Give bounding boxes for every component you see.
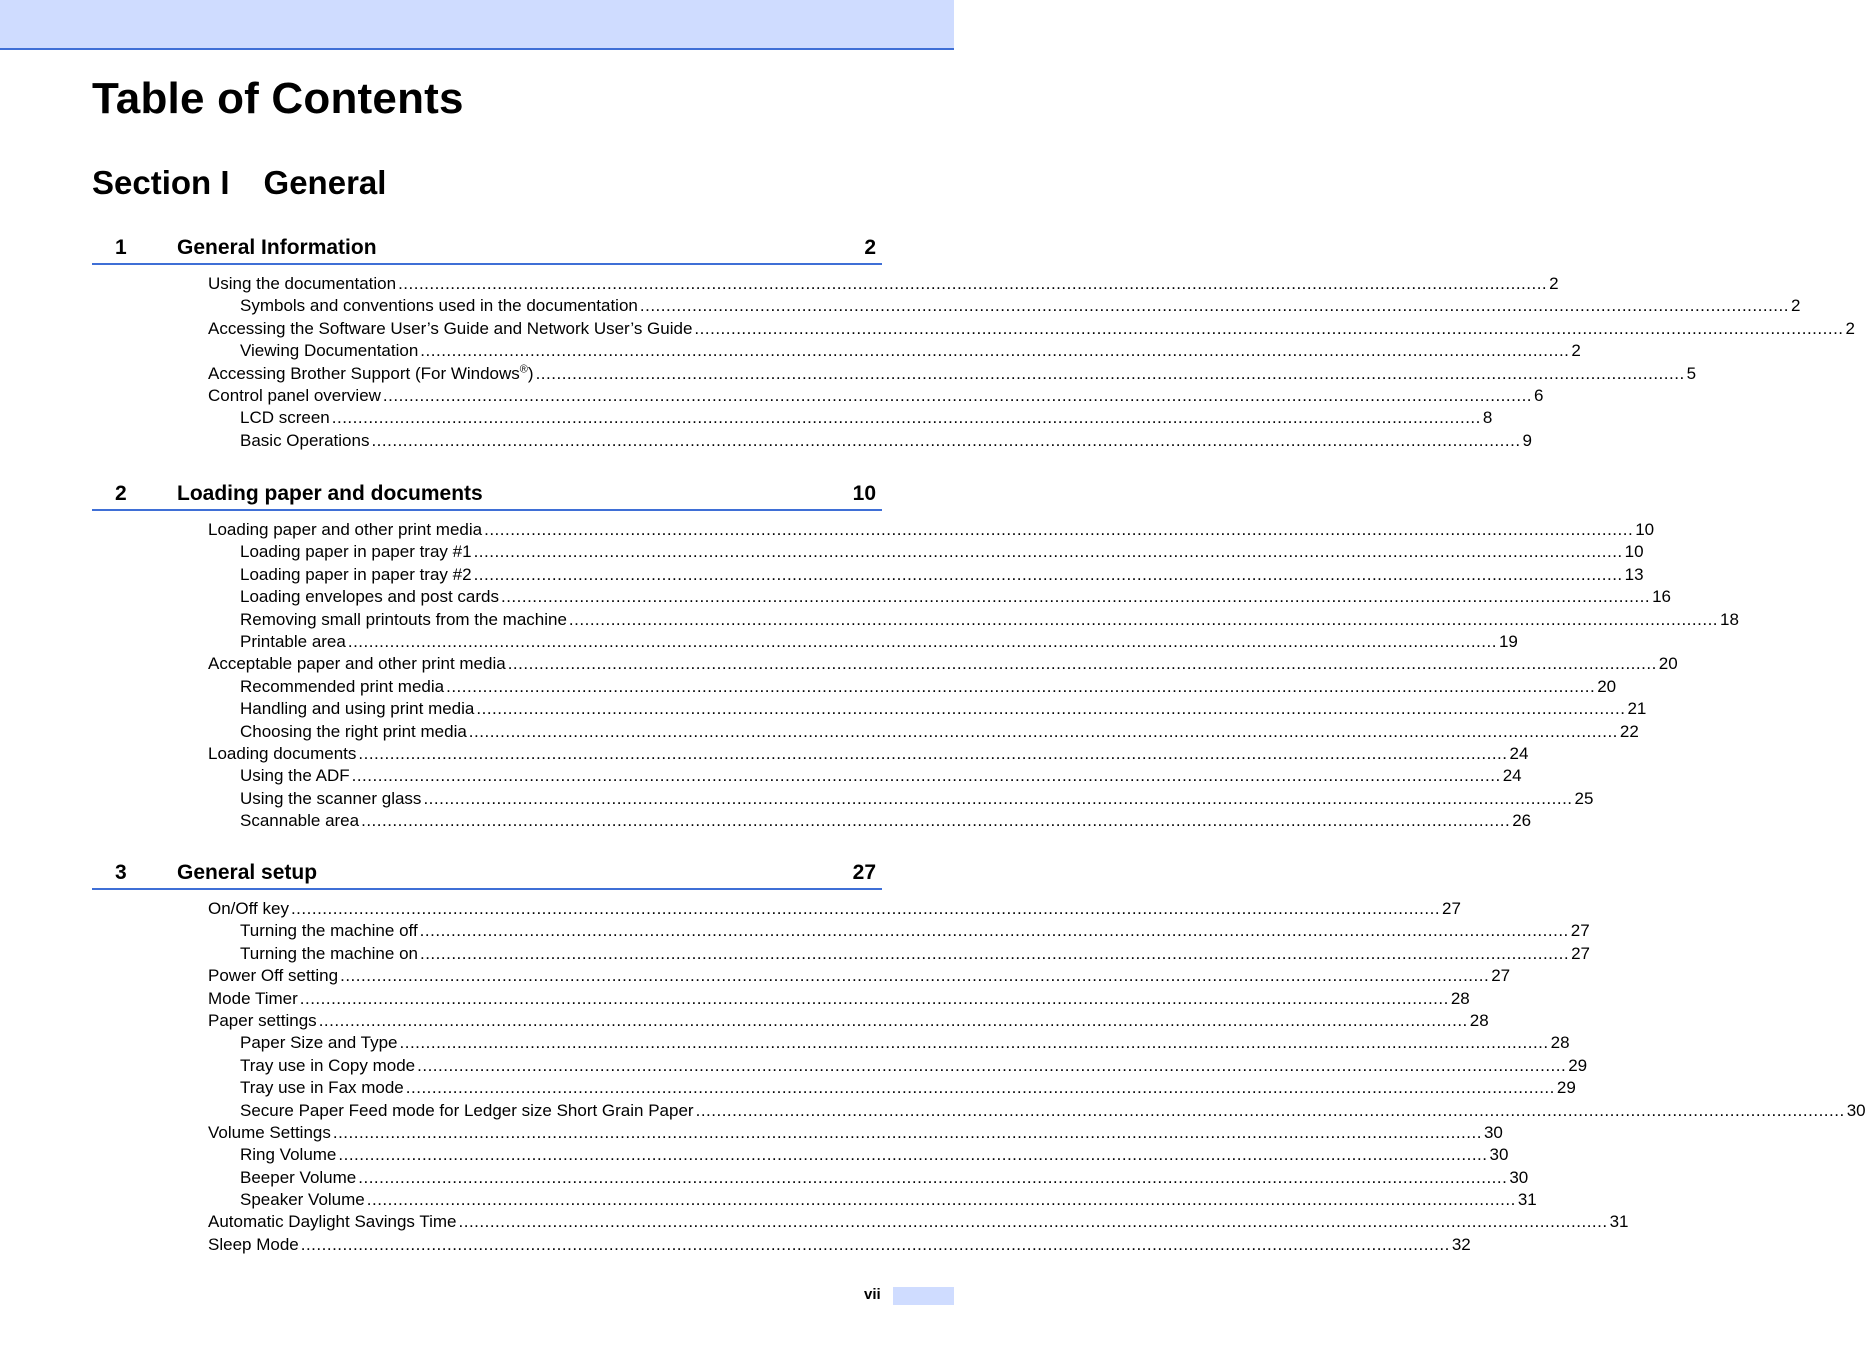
toc-entry-text: Loading paper in paper tray #1: [240, 542, 472, 562]
dot-leader: ............................................................................................................................................................................................................................: [473, 564, 1623, 584]
toc-entry-text: Scannable area: [240, 811, 360, 831]
toc-entry-text: Loading documents: [208, 743, 357, 763]
toc-entry[interactable]: [92, 430, 1533, 452]
dot-leader: ............................................................................................................................................................................................................................: [332, 1122, 1482, 1142]
toc-entry-text: On/Off key: [208, 899, 289, 918]
dot-leader: ............................................................................................................................................................................................................................: [694, 318, 1844, 338]
toc-entry-page: 30: [1483, 1122, 1503, 1142]
toc-entry-text: Choosing the right print media: [240, 721, 467, 741]
toc-entry-text: Beeper Volume: [240, 1167, 357, 1187]
toc-entry-page: 10: [1635, 520, 1655, 539]
chapter-title: General setup: [177, 861, 318, 884]
toc-entry-text: Symbols and conventions used in the documentation: [240, 296, 638, 316]
toc-entry-label: [240, 340, 418, 362]
dot-leader: ............................................................................................................................................................................................................................: [458, 1212, 1608, 1232]
toc-entry-label: [208, 988, 298, 1010]
dot-leader: ............................................................................................................................................................................................................................: [468, 721, 1618, 741]
toc-entry-text: Loading paper in paper tray #2: [240, 564, 472, 584]
toc-entry-page: 20: [1658, 654, 1678, 674]
toc-entry-text: Accessing Brother Support (For Windows: [208, 363, 520, 383]
toc-entry-text: Using the ADF: [240, 766, 350, 786]
dot-leader: ............................................................................................................................................................................................................................: [358, 1167, 1508, 1187]
toc-entry[interactable]: [92, 609, 1739, 631]
toc-entry-text: Removing small printouts from the machine: [240, 609, 567, 629]
chapter-3: [92, 858, 1866, 1256]
toc-entry[interactable]: [92, 385, 1544, 407]
toc-entry-page: 2: [1571, 341, 1581, 361]
dot-leader: ............................................................................................................................................................................................................................: [695, 1100, 1845, 1120]
chapter-2: [92, 479, 1739, 832]
toc-entry-text: Loading paper and other print media: [208, 520, 483, 539]
dot-leader: ............................................................................................................................................................................................................................: [507, 654, 1657, 674]
toc-entry[interactable]: [92, 1144, 1509, 1166]
toc-entry[interactable]: [92, 898, 1461, 920]
toc-entry-text: Using the scanner glass: [240, 788, 422, 808]
toc-entry-text: Automatic Daylight Savings Time: [208, 1212, 457, 1232]
dot-leader: ............................................................................................................................................................................................................................: [351, 766, 1501, 786]
toc-entry-page: 5: [1686, 363, 1697, 383]
toc-entry-text: Recommended print media: [240, 676, 445, 696]
toc-entry-page: 20: [1597, 676, 1617, 696]
toc-entry[interactable]: [92, 965, 1511, 987]
toc-entry-page: 28: [1450, 988, 1470, 1008]
toc-entry[interactable]: [92, 676, 1617, 698]
chapter-number: 2: [115, 482, 127, 505]
toc-entry-label: [240, 586, 499, 608]
toc-entry-label: [240, 1144, 336, 1166]
toc-entry-page: 22: [1619, 721, 1639, 741]
toc-entry[interactable]: [92, 1032, 1570, 1054]
toc-entry-page: 27: [1491, 966, 1511, 986]
toc-entry-text: Control panel overview: [208, 385, 381, 405]
toc-entry[interactable]: [92, 943, 1590, 965]
toc-entry-label: [240, 920, 418, 942]
dot-leader: ............................................................................................................................................................................................................................: [419, 943, 1570, 963]
dot-leader: ............................................................................................................................................................................................................................: [568, 609, 1719, 629]
toc-entry-page: 8: [1482, 408, 1493, 428]
toc-entry-page: 16: [1652, 587, 1671, 607]
chapter-number: 3: [115, 861, 127, 884]
toc-entry[interactable]: [92, 698, 1647, 720]
toc-entry[interactable]: [92, 920, 1590, 942]
dot-leader: ............................................................................................................................................................................................................................: [371, 430, 1521, 450]
toc-entry-text: Turning the machine on: [240, 943, 418, 963]
toc-entry-page: 19: [1498, 631, 1518, 651]
toc-entry-text: Mode Timer: [208, 988, 298, 1008]
toc-entry[interactable]: [92, 407, 1493, 429]
toc-entry[interactable]: [92, 1010, 1489, 1032]
toc-entry-text: Basic Operations: [240, 430, 370, 450]
section-heading: [92, 164, 386, 202]
toc-entry-text: Power Off setting: [208, 966, 339, 986]
toc-entry-label: [208, 1122, 331, 1144]
toc-entry-label: [240, 1055, 415, 1077]
dot-leader: ............................................................................................................................................................................................................................: [405, 1078, 1555, 1098]
dot-leader: ............................................................................................................................................................................................................................: [331, 408, 1481, 428]
dot-leader: ............................................................................................................................................................................................................................: [500, 587, 1651, 607]
chapter-page: 27: [852, 861, 876, 884]
toc-entry[interactable]: [92, 340, 1581, 362]
toc-entry-label: [240, 1100, 694, 1122]
chapter-header[interactable]: [92, 233, 882, 265]
toc-entry-text: Using the documentation: [208, 274, 397, 293]
toc-entry-label: [208, 1234, 299, 1256]
toc-entry[interactable]: [92, 743, 1529, 765]
toc-entry-label: [208, 898, 289, 920]
toc-entry-label: [240, 788, 421, 810]
page-number: vii: [864, 1286, 881, 1303]
dot-leader: ............................................................................................................................................................................................................................: [361, 811, 1511, 831]
toc-entry-text: Ring Volume: [240, 1145, 337, 1165]
registered-mark: ®: [519, 362, 528, 375]
toc-entry-page: 28: [1550, 1033, 1570, 1053]
toc-entry-label: [240, 430, 369, 452]
toc-entry-page: 30: [1489, 1145, 1509, 1165]
toc-entry-label: [208, 363, 534, 385]
dot-leader: ............................................................................................................................................................................................................................: [398, 274, 1548, 293]
dot-leader: ............................................................................................................................................................................................................................: [484, 520, 1634, 539]
dot-leader: ............................................................................................................................................................................................................................: [338, 1145, 1488, 1165]
toc-entry-label: [240, 765, 350, 787]
toc-entry-label: [240, 810, 359, 832]
toc-entry-label: [240, 1032, 398, 1054]
dot-leader: ............................................................................................................................................................................................................................: [318, 1010, 1468, 1030]
toc-entries: [92, 898, 1866, 1256]
chapter-header[interactable]: [92, 858, 882, 890]
toc-entry[interactable]: [92, 1167, 1529, 1189]
toc-entry-page: 29: [1556, 1078, 1576, 1098]
chapter-title: General Information: [177, 236, 377, 259]
toc-entry-page: 32: [1451, 1234, 1471, 1254]
toc-entry-label: [208, 965, 338, 987]
toc-entry[interactable]: [92, 1100, 1866, 1122]
toc-entry-label: [240, 721, 467, 743]
toc-entry-label: [208, 519, 482, 541]
toc-entry[interactable]: [92, 1055, 1588, 1077]
toc-entry-label: [240, 698, 474, 720]
toc-entry-text: Paper settings: [208, 1010, 317, 1030]
toc-entry-text: Volume Settings: [208, 1122, 331, 1142]
toc-entry-text: Tray use in Copy mode: [240, 1055, 416, 1075]
toc-entry-page: 21: [1627, 699, 1647, 719]
toc-entry-label: [240, 564, 472, 586]
chapter-title: Loading paper and documents: [177, 482, 483, 505]
toc-entry-text: Loading envelopes and post cards: [240, 587, 499, 607]
dot-leader: ............................................................................................................................................................................................................................: [423, 788, 1573, 808]
toc-entry-page: 30: [1846, 1100, 1866, 1120]
toc-entry-text: Secure Paper Feed mode for Ledger size Short Grain Paper: [240, 1100, 694, 1120]
toc-entry-page: 2: [1549, 274, 1559, 293]
dot-leader: ............................................................................................................................................................................................................................: [358, 743, 1508, 763]
toc-entry[interactable]: [92, 541, 1644, 563]
section-label: Section I: [92, 164, 230, 201]
toc-entry[interactable]: [92, 631, 1518, 653]
toc-entries: [92, 519, 1739, 832]
dot-leader: ............................................................................................................................................................................................................................: [366, 1190, 1516, 1210]
page-title: Table of Contents: [92, 74, 464, 123]
section-name: General: [263, 164, 387, 201]
toc-entry[interactable]: [92, 1234, 1471, 1256]
chapter-page: 2: [864, 236, 876, 259]
dot-leader: ............................................................................................................................................................................................................................: [417, 1055, 1567, 1075]
toc-entry-page: 25: [1574, 788, 1594, 808]
dot-leader: ............................................................................................................................................................................................................................: [476, 699, 1626, 719]
toc-entry[interactable]: [92, 318, 1855, 340]
toc-entry-page: 27: [1570, 921, 1590, 941]
toc-entry-label: [208, 1010, 317, 1032]
dot-leader: ............................................................................................................................................................................................................................: [340, 966, 1490, 986]
toc-entry-page: 18: [1720, 609, 1739, 629]
toc-entry-page: 27: [1571, 943, 1590, 963]
toc-entry[interactable]: [92, 1211, 1629, 1233]
chapter-header[interactable]: [92, 479, 882, 511]
toc-entry-page: 9: [1522, 430, 1533, 450]
toc-entry-page: 2: [1790, 296, 1801, 316]
toc-entry-text: Turning the machine off: [240, 921, 418, 941]
toc-entry-text: Viewing Documentation: [240, 341, 419, 361]
toc-entry-text: Speaker Volume: [240, 1190, 365, 1210]
toc-entry-label: [208, 1211, 457, 1233]
toc-entry[interactable]: [92, 295, 1801, 317]
dot-leader: ............................................................................................................................................................................................................................: [446, 676, 1596, 696]
toc-entry[interactable]: [92, 564, 1644, 586]
toc-entry[interactable]: [92, 1077, 1576, 1099]
chapter-number: 1: [115, 236, 127, 259]
toc-entry-label: [240, 295, 638, 317]
toc-entry[interactable]: [92, 653, 1678, 675]
toc-entry-text: Printable area: [240, 631, 346, 651]
toc-entry-text: Accessing the Software User’s Guide and Network User’s Guide: [208, 318, 693, 338]
header-band: [0, 0, 954, 50]
toc-entry[interactable]: [92, 1122, 1503, 1144]
dot-leader: ............................................................................................................................................................................................................................: [347, 631, 1497, 651]
toc-entry-text: Acceptable paper and other print media: [208, 654, 506, 674]
toc-entry-text: LCD screen: [240, 408, 330, 428]
toc-entry-page: 2: [1845, 318, 1855, 338]
toc-entry-label: [240, 609, 567, 631]
toc-entry-label: [208, 318, 692, 340]
toc-entry-label: [208, 385, 381, 407]
toc-entry-label: [240, 541, 472, 563]
toc-entry-page: 31: [1517, 1190, 1537, 1210]
toc-entry-label: [240, 943, 418, 965]
toc-entry-page: 28: [1469, 1010, 1489, 1030]
toc-entry-label: [240, 1077, 404, 1099]
toc-entry[interactable]: [92, 1189, 1537, 1211]
toc-entries: [92, 273, 1855, 452]
dot-leader: ............................................................................................................................................................................................................................: [299, 988, 1449, 1008]
toc-entry[interactable]: [92, 362, 1697, 385]
toc-entry-page: 31: [1609, 1212, 1629, 1232]
toc-entry[interactable]: [92, 586, 1671, 608]
toc-entry-page: 26: [1512, 811, 1532, 831]
dot-leader: ............................................................................................................................................................................................................................: [473, 542, 1623, 562]
toc-entry-label: [240, 631, 346, 653]
toc-entry-text: Tray use in Fax mode: [240, 1078, 404, 1098]
dot-leader: ............................................................................................................................................................................................................................: [290, 899, 1441, 918]
toc-entry-label: [240, 1167, 356, 1189]
footer-tab: [893, 1287, 954, 1305]
toc-entry-text: Handling and using print media: [240, 699, 475, 719]
toc-entry-label: [208, 653, 506, 675]
toc-entry-label: [208, 273, 396, 295]
toc-entry-label: [240, 676, 444, 698]
toc-entry[interactable]: [92, 788, 1594, 810]
dot-leader: ............................................................................................................................................................................................................................: [300, 1234, 1450, 1254]
toc-entry-page: 30: [1509, 1167, 1529, 1187]
toc-entry-text: Sleep Mode: [208, 1234, 299, 1254]
dot-leader: ............................................................................................................................................................................................................................: [419, 921, 1569, 941]
toc-entry-text: Paper Size and Type: [240, 1033, 398, 1053]
toc-entry-text-suffix: ): [527, 363, 534, 383]
toc-entry-page: 24: [1509, 743, 1529, 763]
toc-entry[interactable]: [92, 810, 1532, 832]
toc-entry-page: 24: [1502, 766, 1522, 786]
toc-entry-page: 10: [1624, 542, 1644, 562]
dot-leader: ............................................................................................................................................................................................................................: [399, 1033, 1549, 1053]
toc-entry[interactable]: [92, 988, 1470, 1010]
toc-entry-page: 29: [1568, 1055, 1588, 1075]
chapter-1: [92, 233, 1855, 452]
dot-leader: ............................................................................................................................................................................................................................: [535, 363, 1685, 383]
toc-entry-label: [208, 743, 356, 765]
toc-entry-page: 6: [1534, 385, 1544, 405]
toc-entry-page: 27: [1442, 899, 1461, 918]
dot-leader: ............................................................................................................................................................................................................................: [639, 296, 1789, 316]
toc-entry-page: 13: [1624, 564, 1644, 584]
toc-entry-label: [240, 1189, 365, 1211]
toc-entry-label: [240, 407, 330, 429]
toc-entry[interactable]: [92, 721, 1639, 743]
toc-entry[interactable]: [92, 765, 1522, 787]
toc-entry[interactable]: [92, 273, 1559, 295]
dot-leader: ............................................................................................................................................................................................................................: [382, 385, 1533, 405]
chapter-page: 10: [852, 482, 876, 505]
toc-entry[interactable]: [92, 519, 1655, 541]
dot-leader: ............................................................................................................................................................................................................................: [420, 341, 1570, 361]
